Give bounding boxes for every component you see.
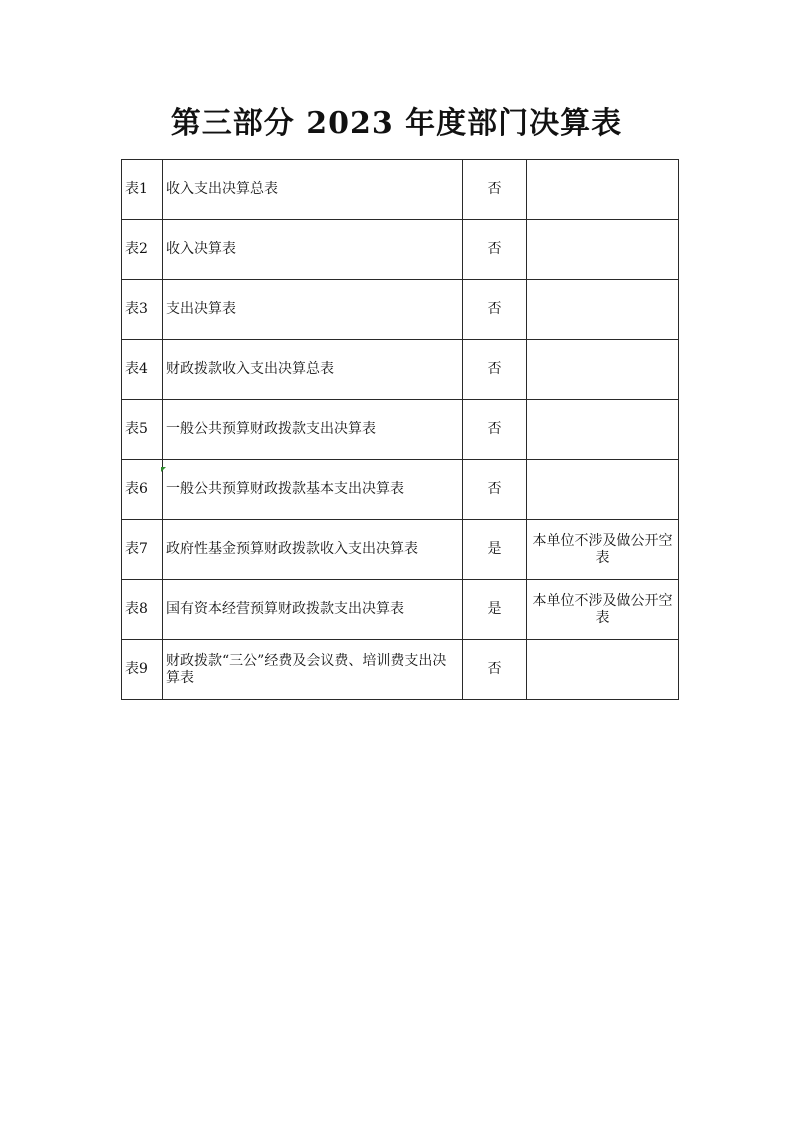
- table-number-cell: 表6: [122, 460, 163, 520]
- table-number-cell: 表3: [122, 280, 163, 340]
- empty-table-flag-cell: 否: [463, 280, 527, 340]
- table-name-cell: 政府性基金预算财政拨款收入支出决算表: [163, 520, 463, 580]
- table-row: [122, 580, 679, 640]
- empty-table-flag-cell: 是: [463, 520, 527, 580]
- empty-table-flag-cell: 否: [463, 160, 527, 220]
- note-cell: [527, 460, 679, 520]
- table-row: [122, 160, 679, 220]
- table-row: [122, 280, 679, 340]
- table-row: [122, 220, 679, 280]
- table-name-cell: 收入决算表: [163, 220, 463, 280]
- table-name-cell: 财政拨款收入支出决算总表: [163, 340, 463, 400]
- empty-table-flag-cell: 否: [463, 460, 527, 520]
- table-number-cell: 表1: [122, 160, 163, 220]
- note-cell: 本单位不涉及做公开空表: [527, 520, 679, 580]
- table-number-cell: 表7: [122, 520, 163, 580]
- empty-table-flag-cell: 是: [463, 580, 527, 640]
- note-cell: [527, 220, 679, 280]
- note-cell: [527, 640, 679, 700]
- table-name-cell: 一般公共预算财政拨款支出决算表: [163, 400, 463, 460]
- page-title: 第三部分 2023 年度部门决算表: [170, 106, 623, 141]
- note-cell: 本单位不涉及做公开空表: [527, 580, 679, 640]
- empty-table-flag-cell: 否: [463, 340, 527, 400]
- table-number-cell: 表8: [122, 580, 163, 640]
- note-cell: [527, 160, 679, 220]
- empty-table-flag-cell: 否: [463, 640, 527, 700]
- table-row: [122, 520, 679, 580]
- note-cell: [527, 400, 679, 460]
- table-row: [122, 340, 679, 400]
- empty-table-flag-cell: 否: [463, 220, 527, 280]
- table-name-cell: 国有资本经营预算财政拨款支出决算表: [163, 580, 463, 640]
- note-cell: [527, 280, 679, 340]
- table-number-cell: 表9: [122, 640, 163, 700]
- note-cell: [527, 340, 679, 400]
- table-number-cell: 表5: [122, 400, 163, 460]
- table-name-cell: 财政拨款“三公”经费及会议费、培训费支出决算表: [163, 640, 463, 700]
- table-name-cell: 支出决算表: [163, 280, 463, 340]
- cell-comment-marker-icon: [161, 467, 166, 472]
- table-row: [122, 460, 679, 520]
- empty-table-flag-cell: 否: [463, 400, 527, 460]
- report-index-table: [121, 159, 679, 700]
- table-name-cell: 收入支出决算总表: [163, 160, 463, 220]
- table-number-cell: 表2: [122, 220, 163, 280]
- table-row: [122, 400, 679, 460]
- table-name-cell: 一般公共预算财政拨款基本支出决算表: [163, 460, 463, 520]
- table-number-cell: 表4: [122, 340, 163, 400]
- table-row: [122, 640, 679, 700]
